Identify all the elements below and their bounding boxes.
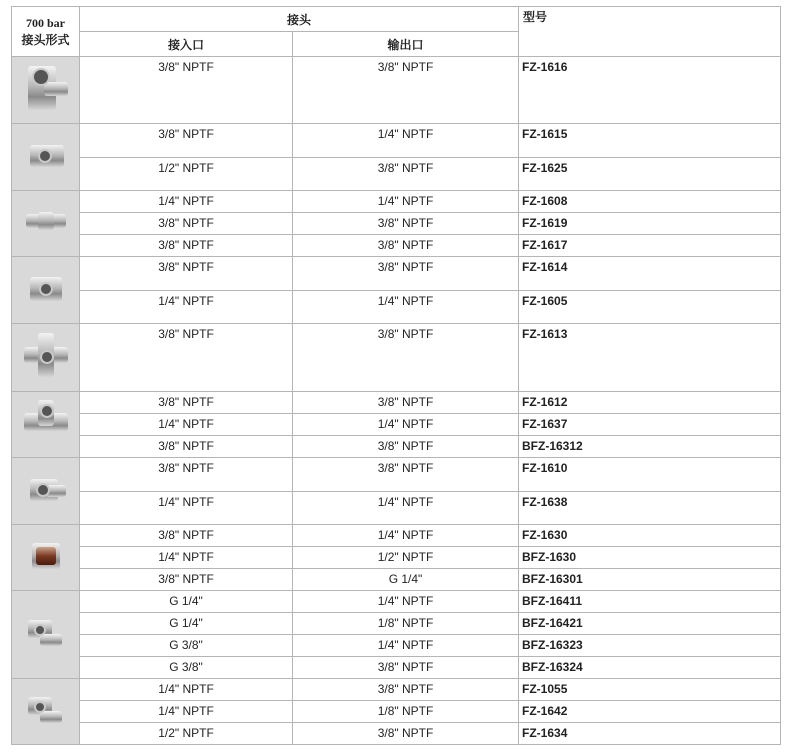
outlet-cell: 3/8" NPTF — [293, 458, 519, 492]
model-code-cell: FZ-1616 — [519, 57, 781, 124]
model-code-cell: BFZ-16324 — [519, 657, 781, 679]
outlet-cell: 3/8" NPTF — [293, 324, 519, 392]
model-code-cell: FZ-1630 — [519, 525, 781, 547]
outlet-cell: 3/8" NPTF — [293, 679, 519, 701]
outlet-cell: 1/4" NPTF — [293, 525, 519, 547]
table-row — [12, 701, 781, 723]
table-row — [12, 657, 781, 679]
inlet-cell: 1/4" NPTF — [80, 414, 293, 436]
outlet-cell: 3/8" NPTF — [293, 657, 519, 679]
inlet-cell: 1/4" NPTF — [80, 679, 293, 701]
inlet-cell: 1/4" NPTF — [80, 492, 293, 525]
inlet-cell: 3/8" NPTF — [80, 525, 293, 547]
joint-header: 接头 — [80, 7, 519, 32]
table-row — [12, 525, 781, 547]
inlet-cell: 1/4" NPTF — [80, 547, 293, 569]
inlet-cell: 1/4" NPTF — [80, 291, 293, 324]
coupling-fitting-image — [12, 124, 80, 191]
outlet-cell: 1/4" NPTF — [293, 492, 519, 525]
table-row — [12, 613, 781, 635]
outlet-cell: 1/8" NPTF — [293, 613, 519, 635]
inlet-cell: 3/8" NPTF — [80, 213, 293, 235]
model-code-cell: FZ-1617 — [519, 235, 781, 257]
form-header — [12, 7, 80, 57]
table-row — [12, 547, 781, 569]
inlet-cell: 3/8" NPTF — [80, 392, 293, 414]
model-code-cell: BFZ-16411 — [519, 591, 781, 613]
inlet-header: 接入口 — [80, 32, 293, 57]
tee-fitting-image — [12, 392, 80, 458]
table-row — [12, 569, 781, 591]
outlet-cell: G 1/4" — [293, 569, 519, 591]
outlet-cell: 3/8" NPTF — [293, 213, 519, 235]
table-row — [12, 257, 781, 291]
outlet-cell: 1/4" NPTF — [293, 191, 519, 213]
table-row — [12, 158, 781, 191]
model-code-cell: FZ-1612 — [519, 392, 781, 414]
outlet-cell: 3/8" NPTF — [293, 158, 519, 191]
outlet-cell: 1/4" NPTF — [293, 291, 519, 324]
inlet-cell: 3/8" NPTF — [80, 257, 293, 291]
model-code-cell: FZ-1055 — [519, 679, 781, 701]
model-code-cell: FZ-1608 — [519, 191, 781, 213]
outlet-cell: 3/8" NPTF — [293, 436, 519, 458]
table-row — [12, 414, 781, 436]
union-fitting-image — [12, 257, 80, 324]
inlet-cell: G 1/4" — [80, 591, 293, 613]
inlet-cell: G 3/8" — [80, 635, 293, 657]
model-code-cell: BFZ-1630 — [519, 547, 781, 569]
inlet-cell: 3/8" NPTF — [80, 458, 293, 492]
outlet-cell: 3/8" NPTF — [293, 392, 519, 414]
table-row — [12, 213, 781, 235]
model-code-cell: FZ-1615 — [519, 124, 781, 158]
model-code-cell: BFZ-16323 — [519, 635, 781, 657]
table-row — [12, 436, 781, 458]
model-code-cell: FZ-1610 — [519, 458, 781, 492]
form-header-line2: 接头形式 — [21, 32, 70, 47]
table-row — [12, 591, 781, 613]
cross-fitting-image — [12, 324, 80, 392]
inlet-cell: 3/8" NPTF — [80, 436, 293, 458]
table-row — [12, 291, 781, 324]
model-code-cell: FZ-1638 — [519, 492, 781, 525]
adapter-fitting-image — [12, 591, 80, 679]
table-row — [12, 324, 781, 392]
inlet-cell: 1/4" NPTF — [80, 191, 293, 213]
female-elbow-fitting-image — [12, 458, 80, 525]
table-row — [12, 492, 781, 525]
outlet-cell: 3/8" NPTF — [293, 257, 519, 291]
model-header: 型号 — [519, 7, 781, 57]
nipple-fitting-image — [12, 191, 80, 257]
model-code-cell: FZ-1613 — [519, 324, 781, 392]
model-code-cell: BFZ-16301 — [519, 569, 781, 591]
table-row — [12, 723, 781, 745]
model-code-cell: BFZ-16421 — [519, 613, 781, 635]
elbow-fitting-image — [12, 57, 80, 124]
outlet-cell: 3/8" NPTF — [293, 723, 519, 745]
inlet-cell: 3/8" NPTF — [80, 124, 293, 158]
outlet-cell: 1/4" NPTF — [293, 124, 519, 158]
model-code-cell: BFZ-16312 — [519, 436, 781, 458]
outlet-cell: 3/8" NPTF — [293, 235, 519, 257]
form-header-line1: 700 bar — [26, 15, 65, 30]
male-female-adapter-image — [12, 679, 80, 745]
inlet-cell: 1/2" NPTF — [80, 158, 293, 191]
table-row — [12, 635, 781, 657]
outlet-cell: 1/4" NPTF — [293, 635, 519, 657]
inlet-cell: G 1/4" — [80, 613, 293, 635]
table-row — [12, 392, 781, 414]
outlet-cell: 3/8" NPTF — [293, 57, 519, 124]
model-code-cell: FZ-1634 — [519, 723, 781, 745]
model-code-cell: FZ-1637 — [519, 414, 781, 436]
table-row — [12, 235, 781, 257]
table-row — [12, 57, 781, 124]
outlet-cell: 1/4" NPTF — [293, 414, 519, 436]
inlet-cell: 1/4" NPTF — [80, 701, 293, 723]
table-row — [12, 458, 781, 492]
inlet-cell: 3/8" NPTF — [80, 235, 293, 257]
outlet-cell: 1/8" NPTF — [293, 701, 519, 723]
outlet-cell: 1/4" NPTF — [293, 591, 519, 613]
outlet-header: 输出口 — [293, 32, 519, 57]
inlet-cell: G 3/8" — [80, 657, 293, 679]
table-row — [12, 191, 781, 213]
fitting-spec-table — [11, 6, 781, 745]
inlet-cell: 3/8" NPTF — [80, 324, 293, 392]
inlet-cell: 3/8" NPTF — [80, 57, 293, 124]
model-code-cell: FZ-1619 — [519, 213, 781, 235]
outlet-cell: 1/2" NPTF — [293, 547, 519, 569]
model-code-cell: FZ-1605 — [519, 291, 781, 324]
model-code-cell: FZ-1614 — [519, 257, 781, 291]
model-code-cell: FZ-1625 — [519, 158, 781, 191]
table-row — [12, 124, 781, 158]
model-code-cell: FZ-1642 — [519, 701, 781, 723]
reducer-bushing-image — [12, 525, 80, 591]
inlet-cell: 3/8" NPTF — [80, 569, 293, 591]
inlet-cell: 1/2" NPTF — [80, 723, 293, 745]
table-row — [12, 679, 781, 701]
